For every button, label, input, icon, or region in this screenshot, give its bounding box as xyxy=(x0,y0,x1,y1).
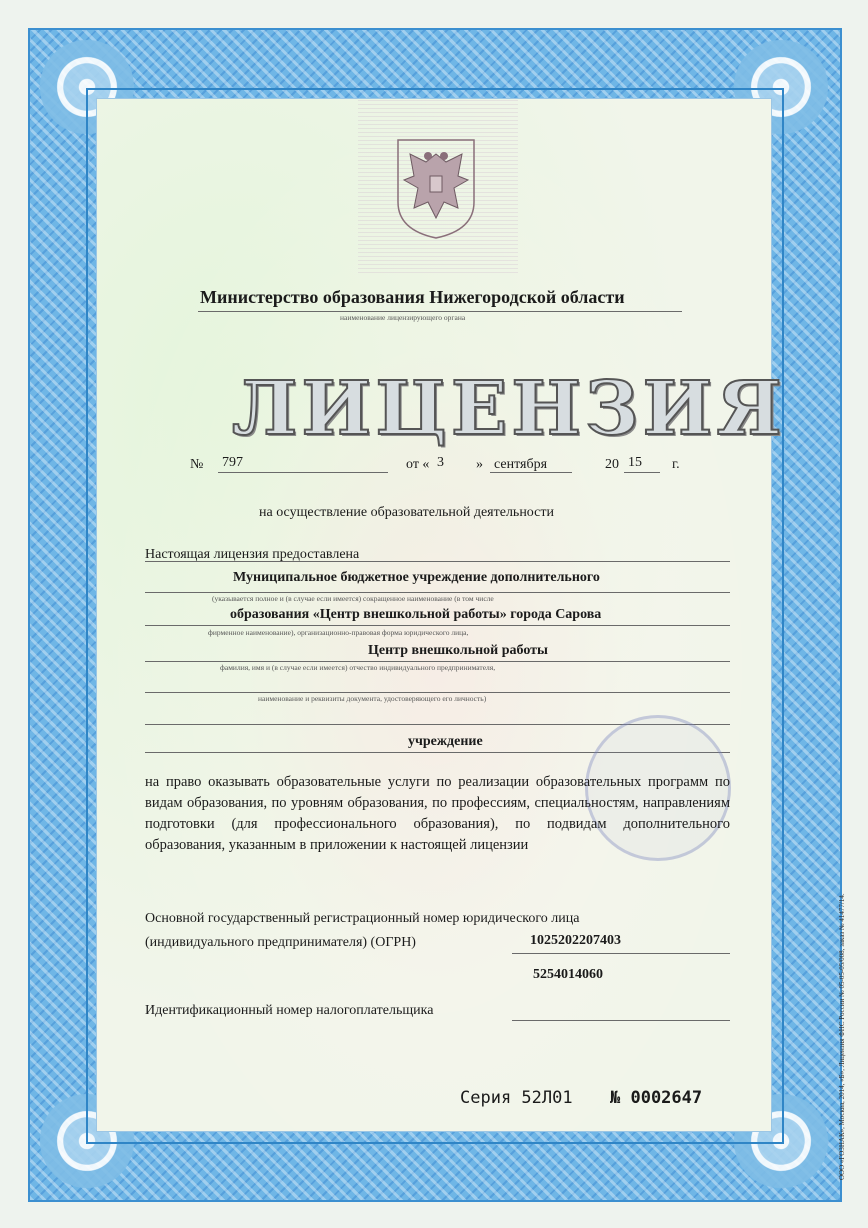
caption-entrepreneur: фамилия, имя и (в случае если имеется) отчество индивидуального предпринимателя, xyxy=(220,663,496,672)
document-title: ЛИЦЕНЗИЯ xyxy=(232,366,786,452)
license-day: 3 xyxy=(437,455,444,470)
activity-text: на осуществление образовательной деятельности xyxy=(259,505,554,520)
organization-name-line2: образования «Центр внешкольной работы» города Сарова xyxy=(230,607,602,622)
printer-imprint: ООО «ГОЗНАК», Москва, 2014, «Б», Лицензия ФНС России № 05-05-05/008, заказ № 41477/14. xyxy=(838,893,846,1180)
organization-name-line1: Муниципальное бюджетное учреждение дополнительного xyxy=(233,570,600,585)
inn-value: 5254014060 xyxy=(533,967,603,982)
date-from-label: от « xyxy=(406,457,430,472)
caption-identity-document: наименование и реквизиты документа, удостоверяющего его личность) xyxy=(258,694,487,703)
granted-underline xyxy=(145,561,730,562)
number-label: № xyxy=(190,457,204,472)
form-number: № 0002647 xyxy=(610,1088,703,1108)
license-year: 15 xyxy=(628,455,642,470)
inn-label: Идентификационный номер налогоплательщика xyxy=(145,1003,434,1018)
number-underline xyxy=(218,472,388,473)
inn-underline xyxy=(512,1020,730,1021)
day-close-quote: » xyxy=(476,457,483,472)
ogrn-label-line2: (индивидуального предпринимателя) (ОГРН) xyxy=(145,935,416,950)
year-prefix: 20 xyxy=(605,457,619,472)
granted-label: Настоящая лицензия предоставлена xyxy=(145,547,360,562)
coat-of-arms-icon xyxy=(392,132,480,242)
ministry-caption: наименование лицензирующего органа xyxy=(340,313,466,322)
name-line1-underline xyxy=(145,592,730,593)
year-underline xyxy=(624,472,660,473)
ministry-name: Министерство образования Нижегородской области xyxy=(200,287,625,307)
license-rights-text: на право оказывать образовательные услуги по реализации образовательных программ по видам образования, по уровням образования, по профессиям, специальностям, направлениям подготовки (для профессионального образования), по подвидам дополнительного образования, указанным в приложении к настоящей лицензии xyxy=(145,774,730,853)
organization-form: учреждение xyxy=(408,734,483,749)
short-name-underline xyxy=(145,661,730,662)
organization-short-name: Центр внешкольной работы xyxy=(368,643,548,658)
ogrn-value: 1025202207403 xyxy=(530,933,621,948)
name-line2-underline xyxy=(145,625,730,626)
form-series: Серия 52Л01 xyxy=(460,1088,573,1108)
ministry-underline xyxy=(198,311,682,312)
caption-firm-name: фирменное наименование), организационно-правовая форма юридического лица, xyxy=(208,628,469,637)
license-number: 797 xyxy=(222,455,243,470)
year-unit: г. xyxy=(672,457,680,472)
blank-line-underline xyxy=(145,692,730,693)
ogrn-label-line1: Основной государственный регистрационный номер юридического лица xyxy=(145,911,580,926)
month-underline xyxy=(490,472,572,473)
ogrn-underline xyxy=(512,953,730,954)
caption-full-name: (указывается полное и (в случае если имеется) сокращенное наименование (в том числе xyxy=(212,594,494,603)
license-month: сентября xyxy=(494,457,548,472)
